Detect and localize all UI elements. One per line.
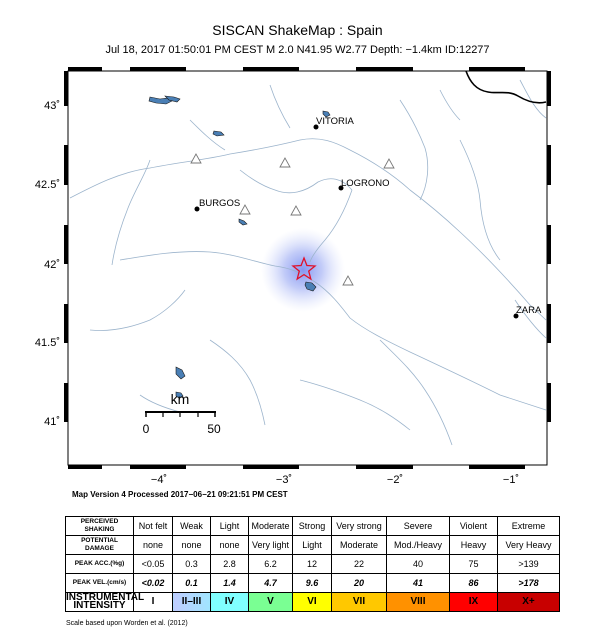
scale-end: 50 <box>207 422 221 436</box>
legend-cell: 1.4 <box>211 574 249 593</box>
legend-cell: none <box>211 536 249 555</box>
legend-cell: >178 <box>498 574 560 593</box>
legend-cell: >139 <box>498 555 560 574</box>
legend-cell: 41 <box>387 574 450 593</box>
legend-cell: 6.2 <box>249 555 293 574</box>
legend-cell: Light <box>293 536 332 555</box>
latitude-labels <box>35 100 60 428</box>
legend-row-header-line: SHAKING <box>84 526 115 533</box>
legend-cell: 4.7 <box>249 574 293 593</box>
legend-cell: Light <box>211 517 249 536</box>
legend-cell: Severe <box>387 517 450 536</box>
legend-cell: 9.6 <box>293 574 332 593</box>
peak-acc-row <box>66 555 560 574</box>
legend-cell: X+ <box>498 593 560 612</box>
legend-row-header <box>66 536 134 555</box>
legend-cell: Weak <box>173 517 211 536</box>
legend-cell: <0.05 <box>134 555 173 574</box>
legend-cell: Mod./Heavy <box>387 536 450 555</box>
city-label: ZARA <box>516 305 542 316</box>
potential-damage-row <box>66 536 560 555</box>
legend-cell: VIII <box>387 593 450 612</box>
legend-cell: Very light <box>249 536 293 555</box>
event-details: Jul 18, 2017 01:50:01 PM CEST M 2.0 N41.95 W2.77 Depth: −1.4km ID:12277 <box>105 44 490 56</box>
legend-row-header <box>66 592 145 612</box>
legend-cell: Not felt <box>134 517 173 536</box>
lon-tick-label: −3˚ <box>275 474 293 486</box>
legend-cell: VI <box>293 593 332 612</box>
legend-cell: Very strong <box>332 517 387 536</box>
legend-cell: 0.3 <box>173 555 211 574</box>
legend-row-header <box>66 555 134 574</box>
legend-cell: 86 <box>450 574 498 593</box>
legend-cell: Moderate <box>249 517 293 536</box>
legend-cell: II–III <box>173 593 211 612</box>
lat-tick-label: 43˚ <box>44 100 60 112</box>
lon-tick-label: −2˚ <box>386 474 404 486</box>
legend-cell: none <box>173 536 211 555</box>
legend-cell: 22 <box>332 555 387 574</box>
city-label: LOGRONO <box>341 178 390 189</box>
legend-cell: V <box>249 593 293 612</box>
legend-cell: none <box>134 536 173 555</box>
legend-cell: 12 <box>293 555 332 574</box>
legend-cell: 75 <box>450 555 498 574</box>
legend-cell: 20 <box>332 574 387 593</box>
legend-cell: 40 <box>387 555 450 574</box>
legend-row-header-line: POTENTIAL <box>81 537 118 544</box>
perceived-shaking-row <box>66 517 560 536</box>
legend-cell: IV <box>211 593 249 612</box>
legend-cell: VII <box>332 593 387 612</box>
legend-cell: 2.8 <box>211 555 249 574</box>
processed-info: Map Version 4 Processed 2017−06−21 09:21:51 PM CEST <box>72 490 288 499</box>
scale-start: 0 <box>142 422 150 436</box>
legend-row-header-line: DAMAGE <box>85 545 114 552</box>
lon-tick-label: −1˚ <box>502 474 520 486</box>
instrumental-intensity-row <box>66 593 560 612</box>
legend-cell: Violent <box>450 517 498 536</box>
legend-row-header-line: PEAK VEL.(cm/s) <box>72 579 127 586</box>
legend-cell: Heavy <box>450 536 498 555</box>
legend-cell: Moderate <box>332 536 387 555</box>
lat-tick-label: 41˚ <box>44 416 60 428</box>
peak-vel-row <box>66 574 560 593</box>
legend-row-header-line: PERCEIVED <box>80 518 119 525</box>
city-label: VITORIA <box>316 116 354 127</box>
shaking-intensity-area <box>261 228 345 312</box>
scale-credit: Scale based upon Worden et al. (2012) <box>66 620 188 627</box>
legend-cell: Very Heavy <box>498 536 560 555</box>
lat-tick-label: 42˚ <box>44 259 60 271</box>
scale-unit: km <box>170 391 190 407</box>
intensity-legend-table <box>65 516 560 612</box>
legend-cell: <0.02 <box>134 574 173 593</box>
legend-row-header <box>66 574 134 593</box>
legend-row-header-line: INSTRUMENTAL <box>66 592 145 603</box>
legend-row-header-line: INTENSITY <box>73 600 126 611</box>
legend-cell: Strong <box>293 517 332 536</box>
longitude-labels <box>151 474 519 486</box>
legend-cell: IX <box>450 593 498 612</box>
legend-cell: Extreme <box>498 517 560 536</box>
city-label: BURGOS <box>199 198 241 209</box>
map-title: SISCAN ShakeMap : Spain <box>212 22 383 38</box>
legend-row-header <box>66 517 134 536</box>
legend-cell: 0.1 <box>173 574 211 593</box>
legend-row-header-line: PEAK ACC.(%g) <box>74 560 125 567</box>
lat-tick-label: 42.5˚ <box>34 179 60 191</box>
lat-tick-label: 41.5˚ <box>34 337 60 349</box>
lon-tick-label: −4˚ <box>150 474 168 486</box>
legend-cell: I <box>134 593 173 612</box>
